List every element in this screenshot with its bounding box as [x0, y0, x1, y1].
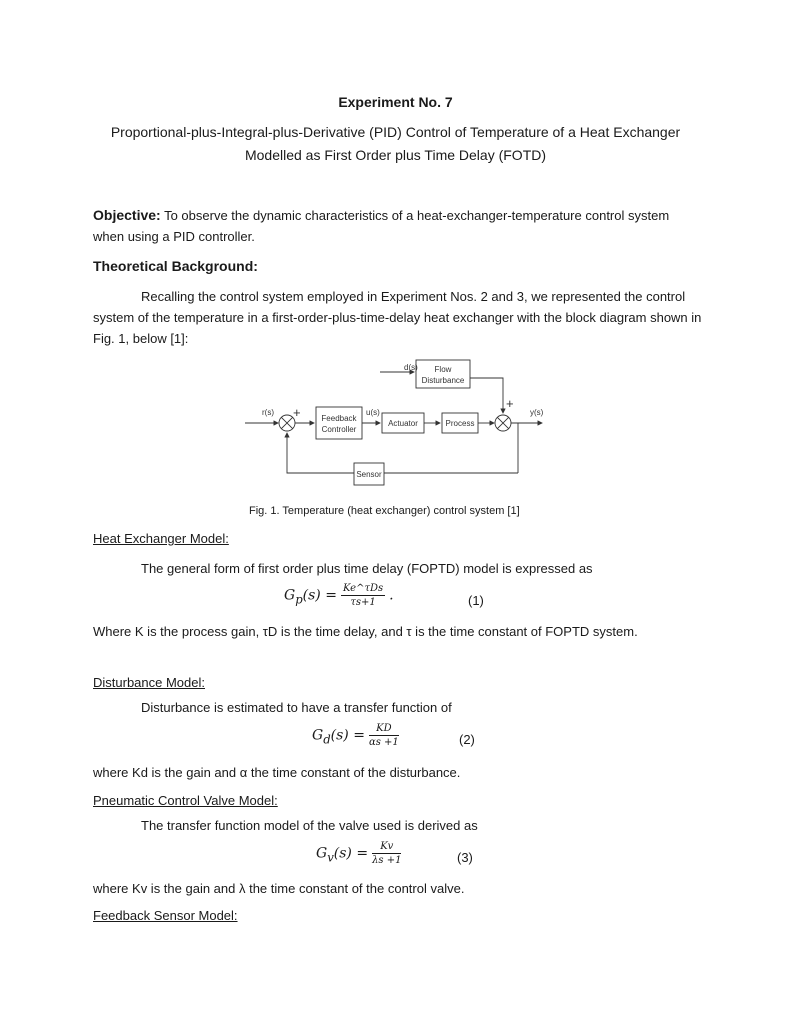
heat-exchanger-intro: The general form of first order plus time delay (FOPTD) model is expressed as: [141, 561, 593, 576]
signal-d-label: d(s): [404, 363, 418, 372]
theory-heading: Theoretical Background:: [93, 258, 258, 274]
signal-y-label: y(s): [530, 408, 544, 417]
valve-intro: The transfer function model of the valve used is derived as: [141, 818, 478, 833]
feedback-controller-block: [316, 407, 362, 439]
actuator-label: Actuator: [388, 419, 418, 428]
plus-sign-2: +: [506, 396, 514, 411]
plus-sign-1: +: [293, 405, 301, 420]
signal-r-label: r(s): [262, 408, 274, 417]
equation-2-numerator: KD: [369, 723, 399, 736]
controller-label: Controller: [321, 425, 357, 434]
page-title: Experiment No. 7: [338, 94, 453, 110]
disturbance-intro: Disturbance is estimated to have a transfer function of: [141, 700, 452, 715]
figure-caption: Fig. 1. Temperature (heat exchanger) control system [1]: [249, 505, 520, 517]
equation-1-numerator: Ke^τDs: [342, 583, 384, 594]
flow-label: Flow: [434, 365, 452, 374]
equation-1-number: (1): [468, 593, 484, 608]
objective-label: Objective:: [93, 207, 161, 223]
equation-2: $G_d(s)$ = $\frac{KD}{\alpha s +1}$: [312, 723, 399, 748]
equation-3-numerator: Kv: [372, 841, 401, 854]
sensor-label: Sensor: [356, 470, 382, 479]
valve-where: where Kv is the gain and λ the time constant of the control valve.: [93, 881, 465, 896]
equation-3-number: (3): [457, 850, 473, 865]
equation-1-denominator: τs+1: [350, 597, 376, 608]
disturbance-where: where Kd is the gain and α the time constant of the disturbance.: [93, 765, 461, 780]
signal-u-label: u(s): [366, 408, 380, 417]
subtitle-line-1: Proportional-plus-Integral-plus-Derivative (PID) Control of Temperature of a Heat Exchanger: [110, 124, 681, 140]
equation-3-denominator: λs +1: [372, 855, 402, 866]
feedback-label: Feedback: [321, 414, 357, 423]
heat-exchanger-heading: Heat Exchanger Model:: [93, 531, 229, 546]
valve-heading: Pneumatic Control Valve Model:: [93, 793, 278, 808]
sensor-heading: Feedback Sensor Model:: [93, 908, 238, 923]
equation-1: $G_p(s)$ = $\frac{\text{Ke\textasciicircum{}τDs}}{\tau s+1}$ .: [284, 583, 394, 608]
theory-paragraph: Recalling the control system employed in Experiment Nos. 2 and 3, we represented the control system of the temperature in a first-order-plus-time-delay heat exchanger with the block diagram shown in Fig. 1, below [1]:: [93, 289, 702, 346]
equation-2-denominator: αs +1: [368, 737, 399, 748]
equation-3: $G_v(s)$ = $\frac{Kv}{\lambda s +1}$: [316, 841, 402, 866]
equation-2-number: (2): [459, 732, 475, 747]
subtitle-line-2: Modelled as First Order plus Time Delay (FOTD): [244, 147, 547, 163]
disturbance-label: Disturbance: [421, 376, 465, 385]
objective-paragraph: [93, 205, 703, 247]
heat-exchanger-where: Where K is the process gain, τD is the time delay, and τ is the time constant of FOPTD system.: [93, 624, 638, 639]
process-label: Process: [445, 419, 475, 428]
disturbance-heading: Disturbance Model:: [93, 675, 205, 690]
block-diagram: [240, 352, 560, 494]
objective-text: To observe the dynamic characteristics of a heat-exchanger-temperature control system when using a PID controller.: [93, 208, 670, 244]
